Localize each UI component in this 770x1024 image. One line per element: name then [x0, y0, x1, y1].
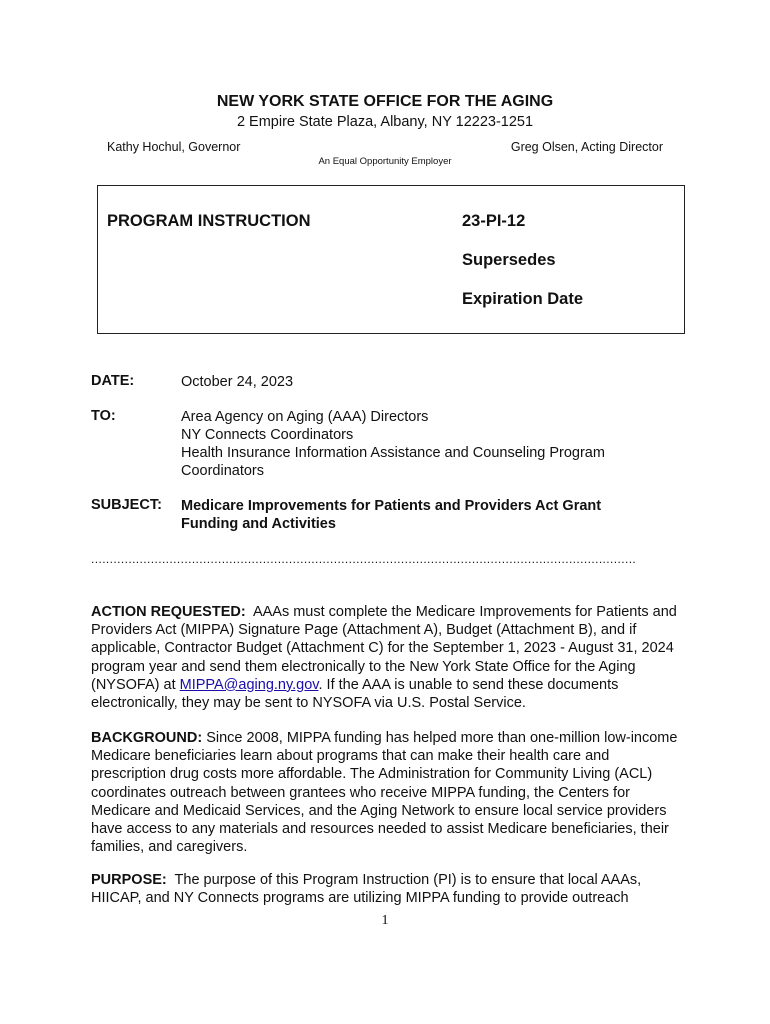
purpose-paragraph — [91, 871, 683, 907]
supersedes-label: Supersedes — [462, 251, 556, 269]
date-value: October 24, 2023 — [181, 374, 294, 390]
page-number: 1 — [381, 913, 389, 928]
separator-line: .................................................................................................................................................. — [91, 552, 637, 566]
background-paragraph — [91, 729, 683, 856]
doc-type: PROGRAM INSTRUCTION — [107, 212, 311, 230]
employer-statement: An Equal Opportunity Employer — [318, 156, 452, 167]
recipient-line: Coordinators — [181, 463, 265, 479]
purpose-text: The purpose of this Program Instruction (PI) is to ensure that local AAAs, HIICAP, and NY Connects programs are utilizing MIPPA funding to provide outreach — [91, 872, 642, 907]
background-text: Since 2008, MIPPA funding has helped more than one-million low-income Medicare beneficiaries learn about programs that can make their health care and prescription drug costs more affordable. The Administration for Community Living (ACL) coordinates outreach between grantees who receive MIPPA funding, the Centers for Medicare and Medicaid Services, and the Aging Network to ensure local service providers have access to any materials and resources needed to assist Medicare beneficiaries, their families, and caregivers. — [91, 730, 678, 856]
recipient-line: Area Agency on Aging (AAA) Directors — [181, 409, 429, 425]
director-name: Greg Olsen, Acting Director — [510, 140, 663, 154]
subject-value: Medicare Improvements for Patients and Providers Act Grant Funding and Activities — [181, 498, 602, 532]
to-label: TO: — [91, 408, 116, 424]
action-text: AAAs must complete the Medicare Improvements for Patients and Providers Act (MIPPA) Signature Page (Attachment A), Budget (Attachment B), and if applicable, Contractor Budget (Attachment C) for the September 1, 2023 - August 31, 2024 program year and send them electronically to the New York State Office for the Aging (NYSOFA) at — [91, 604, 677, 693]
doc-meta — [462, 212, 583, 329]
recipient-line: Health Insurance Information Assistance and Counseling Program — [181, 445, 605, 461]
action-text-after: . If the AAA is unable to send these documents electronically, they may be sent to NYSOFA via U.S. Postal Service. — [91, 676, 619, 712]
agency-address: 2 Empire State Plaza, Albany, NY 12223-1251 — [236, 114, 534, 130]
action-requested-paragraph — [91, 603, 683, 712]
action-heading: ACTION REQUESTED: — [91, 604, 246, 620]
governor-name: Kathy Hochul, Governor — [107, 140, 241, 154]
background-heading: BACKGROUND: — [91, 730, 203, 746]
date-label: DATE: — [91, 373, 135, 389]
recipient-line: NY Connects Coordinators — [181, 427, 354, 443]
doc-number: 23-PI-12 — [462, 212, 526, 230]
expiration-label: Expiration Date — [462, 290, 584, 308]
subject-label: SUBJECT: — [91, 497, 162, 513]
purpose-heading: PURPOSE: — [91, 872, 167, 888]
program-instruction-box — [97, 185, 685, 334]
to-recipients — [181, 408, 641, 480]
mippa-email-link[interactable]: MIPPA@aging.ny.gov — [179, 676, 319, 693]
agency-title: NEW YORK STATE OFFICE FOR THE AGING — [216, 93, 554, 110]
